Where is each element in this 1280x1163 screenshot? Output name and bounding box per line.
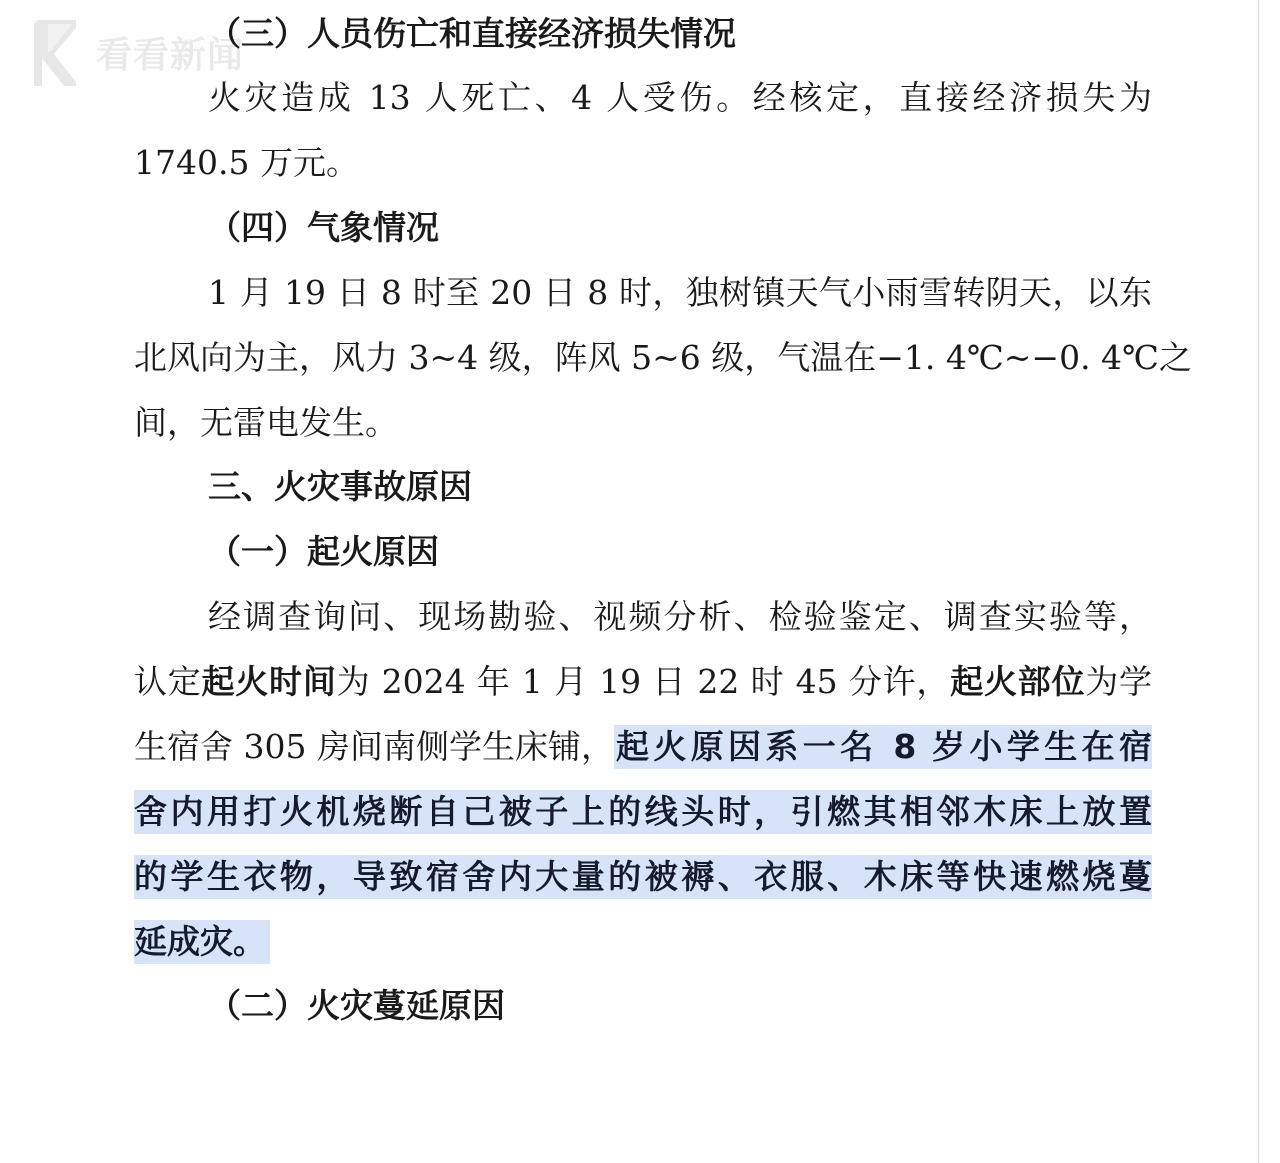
subsection-heading-weather: （四）气象情况 [208, 208, 439, 247]
bold-term-ignition-time: 起火时间 [201, 662, 337, 701]
page-edge [1258, 0, 1259, 1163]
subsection-heading-ignition-cause: （一）起火原因 [208, 532, 439, 571]
text-run: 认定 [134, 662, 202, 701]
paragraph-line [134, 660, 1152, 704]
paragraph-line: 火灾造成 13 人死亡、4 人受伤。经核定，直接经济损失为 [208, 78, 1152, 117]
text-run: 为 2024 年 1 月 19 日 22 时 45 分许， [336, 662, 951, 701]
subsection-heading-fire-spread-cause: （二）火灾蔓延原因 [208, 986, 505, 1025]
paragraph-line: 间，无雷电发生。 [134, 403, 398, 442]
paragraph-line: 经调查询问、现场勘验、视频分析、检验鉴定、调查实验等， [208, 597, 1152, 636]
bold-term-ignition-location: 起火部位 [950, 662, 1086, 701]
paragraph-line [134, 725, 1152, 769]
highlighted-text[interactable]: 舍内用打火机烧断自己被子上的线头时，引燃其相邻木床上放置 [134, 790, 1152, 834]
kankan-logo-icon [28, 14, 86, 90]
highlighted-text[interactable]: 延成灾。 [134, 920, 270, 964]
text-run: 生宿舍 305 房间南侧学生床铺， [134, 727, 614, 766]
watermark-text: 看看新闻 [96, 34, 245, 76]
paragraph-line: 1 月 19 日 8 时至 20 日 8 时，独树镇天气小雨雪转阴天，以东 [208, 273, 1152, 312]
highlighted-text[interactable]: 起火原因系一名 8 岁小学生在宿 [614, 725, 1152, 769]
subsection-heading-casualties: （三）人员伤亡和直接经济损失情况 [208, 14, 736, 53]
text-run: 为学 [1085, 662, 1153, 701]
paragraph-line: 北风向为主，风力 3~4 级，阵风 5~6 级，气温在−1. 4℃~−0. 4℃之 [134, 338, 1192, 377]
section-heading-fire-cause: 三、火灾事故原因 [208, 467, 472, 506]
highlighted-text[interactable]: 的学生衣物，导致宿舍内大量的被褥、衣服、木床等快速燃烧蔓 [134, 855, 1152, 899]
paragraph-line: 1740.5 万元。 [134, 143, 359, 182]
